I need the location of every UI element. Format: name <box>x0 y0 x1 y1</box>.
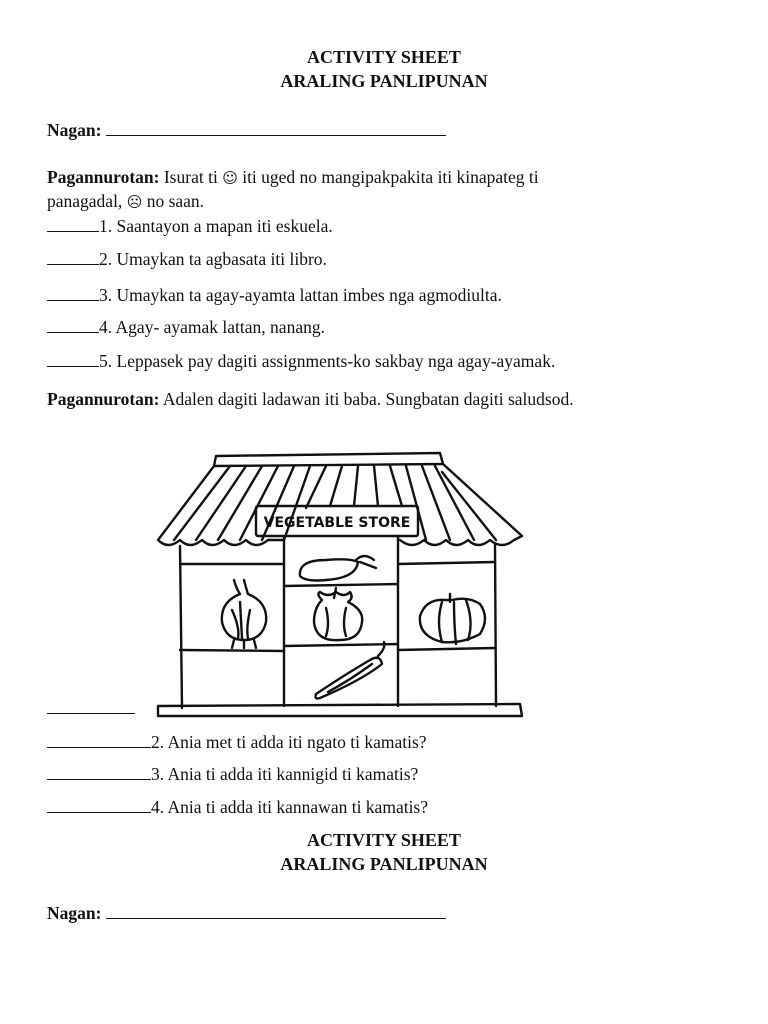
list-item <box>47 248 327 270</box>
question-item <box>47 796 428 818</box>
instruction-1-text-c: panagadal, <box>47 191 123 211</box>
question-text: 3. Ania ti adda iti kannigid ti kamatis? <box>151 764 419 784</box>
item-text: 3. Umaykan ta agay-ayamta lattan imbes nga agmodiulta. <box>99 285 502 305</box>
instruction-2-text: Adalen dagiti ladawan iti baba. Sungbatan dagiti saludsod. <box>162 389 574 409</box>
sheet-2-subtitle: ARALING PANLIPUNAN <box>280 854 488 874</box>
answer-line-1 <box>47 697 135 719</box>
answer-blank[interactable] <box>47 732 151 748</box>
answer-blank[interactable] <box>47 285 99 301</box>
instruction-2-label: Pagannurotan: <box>47 389 160 409</box>
name-input-line[interactable] <box>106 119 446 136</box>
answer-blank[interactable] <box>47 764 151 780</box>
name-label: Nagan: <box>47 120 102 140</box>
name-input-line[interactable] <box>106 902 446 919</box>
answer-blank[interactable] <box>47 216 99 232</box>
sheet-subtitle: ARALING PANLIPUNAN <box>280 71 488 91</box>
frown-icon: ☹ <box>126 193 143 211</box>
question-item <box>47 731 427 753</box>
sheet-title: ACTIVITY SHEET <box>307 47 461 67</box>
instruction-1-text-a: Isurat ti <box>163 167 218 187</box>
instruction-1-line-2 <box>47 190 204 213</box>
question-item <box>47 763 418 785</box>
instruction-1-line-1 <box>47 166 539 189</box>
question-text: 2. Ania met ti adda iti ngato ti kamatis? <box>151 732 427 752</box>
store-sign-text: VEGETABLE STORE <box>263 515 411 531</box>
name-field-2 <box>47 902 446 924</box>
answer-blank[interactable] <box>47 249 99 265</box>
list-item <box>47 215 333 237</box>
vegetable-store-illustration <box>150 448 530 720</box>
answer-blank[interactable] <box>47 698 135 714</box>
list-item <box>47 316 325 338</box>
instruction-2 <box>47 388 574 410</box>
instruction-1-label: Pagannurotan: <box>47 167 160 187</box>
answer-blank[interactable] <box>47 797 151 813</box>
question-text: 4. Ania ti adda iti kannawan ti kamatis? <box>151 797 429 817</box>
item-text: 2. Umaykan ta agbasata iti libro. <box>99 249 327 269</box>
item-text: 5. Leppasek pay dagiti assignments-ko sakbay nga agay-ayamak. <box>99 351 556 371</box>
list-item <box>47 284 502 306</box>
sheet-2-title: ACTIVITY SHEET <box>307 830 461 850</box>
item-text: 1. Saantayon a mapan iti eskuela. <box>99 216 333 236</box>
name-label: Nagan: <box>47 903 102 923</box>
smile-icon: ☺ <box>222 169 238 187</box>
item-text: 4. Agay- ayamak lattan, nanang. <box>99 317 325 337</box>
instruction-1-text-b: iti uged no mangipakpakita iti kinapateg ti <box>242 167 539 187</box>
answer-blank[interactable] <box>47 351 99 367</box>
answer-blank[interactable] <box>47 317 99 333</box>
name-field <box>47 119 446 141</box>
instruction-1-text-d: no saan. <box>146 191 205 211</box>
list-item <box>47 350 555 372</box>
